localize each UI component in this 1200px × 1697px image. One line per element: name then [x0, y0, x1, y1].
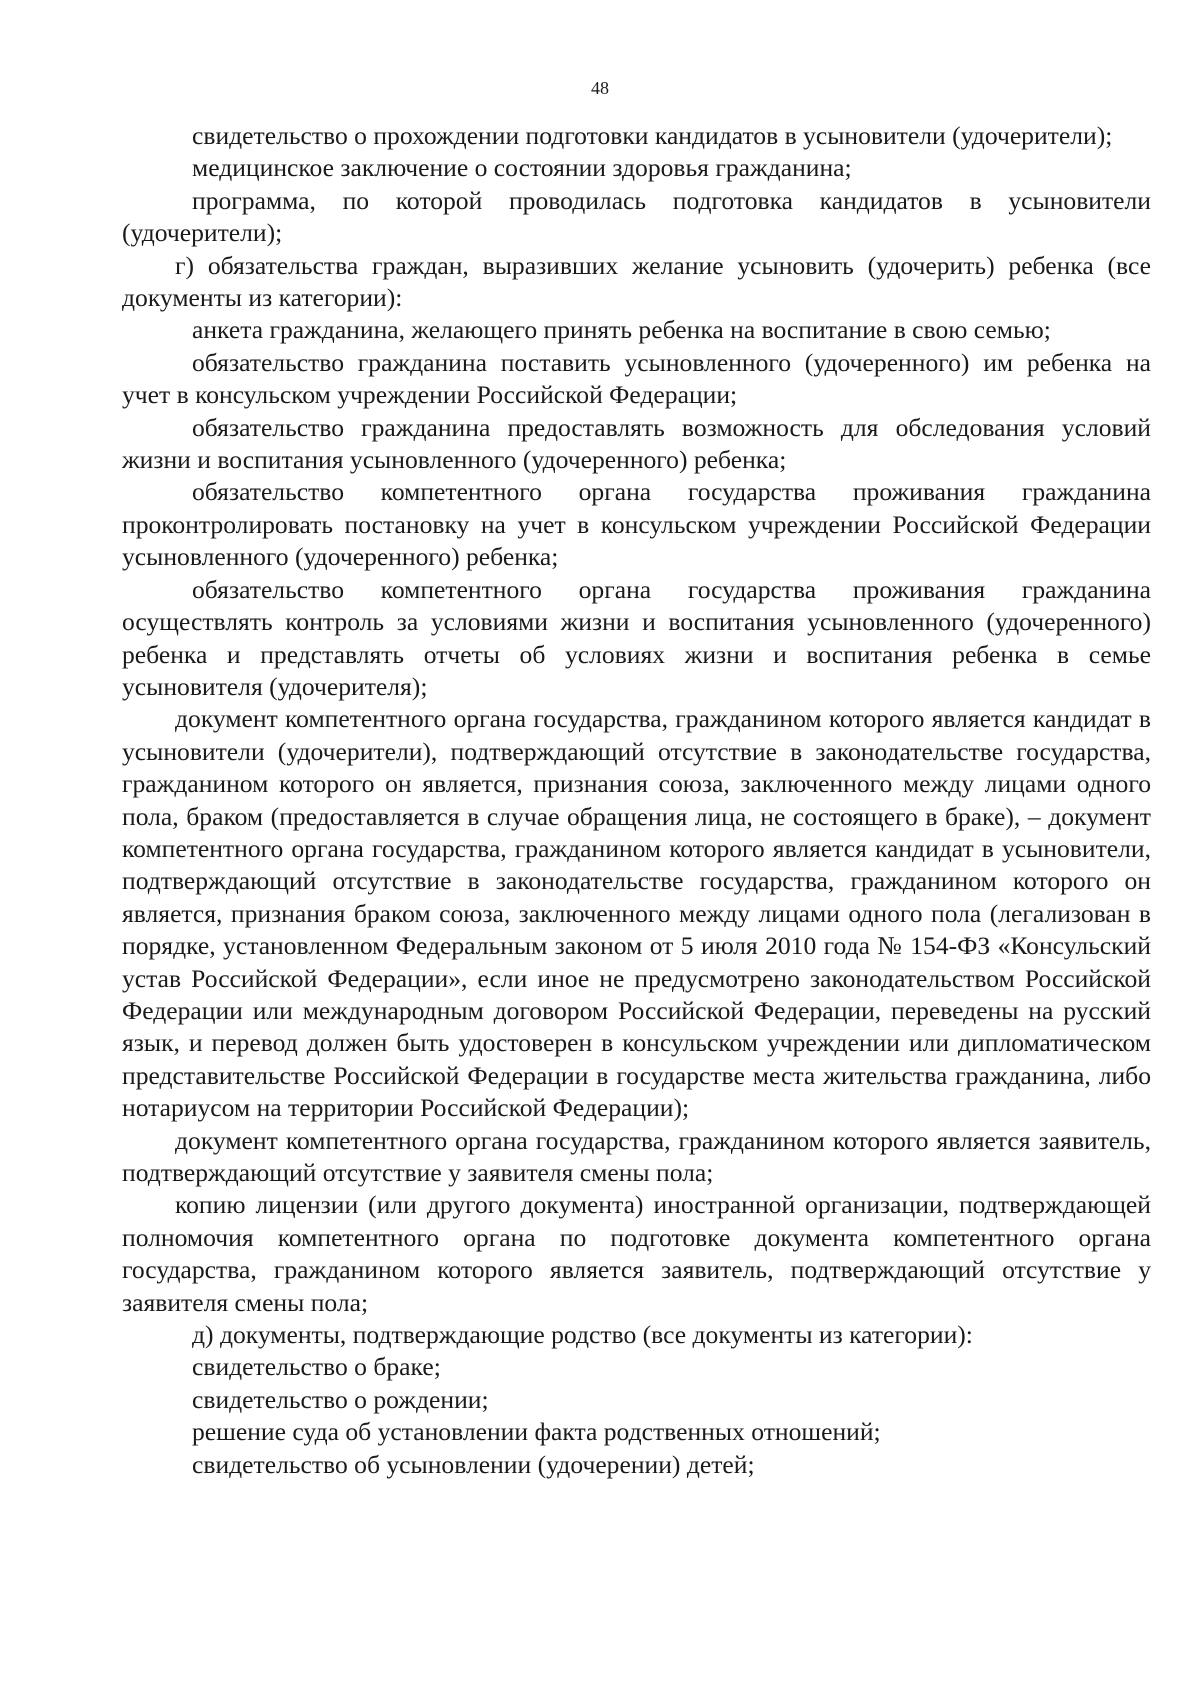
paragraph: программа, по которой проводилась подготовка кандидатов в усыновители (удочерители);: [122, 185, 1151, 248]
paragraph: свидетельство об усыновлении (удочерении) детей;: [192, 1449, 755, 1479]
document-body: [122, 120, 1151, 1481]
paragraph: свидетельство о рождении;: [192, 1384, 489, 1414]
paragraph: медицинское заключение о состоянии здоровья гражданина;: [192, 153, 852, 183]
paragraph: свидетельство о браке;: [192, 1352, 441, 1382]
paragraph: обязательство компетентного органа государства проживания гражданина проконтролировать постановку на учет в консульском учреждении Российской Федерации усыновленного (удочеренного) ребенка;: [122, 477, 1151, 572]
paragraph: документ компетентного органа государства, гражданином которого является кандидат в усыновители (удочерители), подтверждающий отсутствие в законодательстве государства, гражданином которого он является, признания союза, заключенного между лицами одного пола, браком (предоставляется в случае обращения лица, не состоящего в браке), – документ компетентного органа государства, гражданином которого является кандидат в усыновители, подтверждающий отсутствие в законодательстве государства, гражданином которого он является, признания браком союза, заключенного между лицами одного пола (легализован в порядке, установленном Федеральным законом от 5 июля 2010 года № 154-ФЗ «Консульский устав Российской Федерации», если иное не предусмотрено законодательством Российской Федерации или международным договором Российской Федерации, переведены на русский язык, и перевод должен быть удостоверен в консульском учреждении или дипломатическом представительстве Российской Федерации в государстве места жительства гражданина, либо нотариусом на территории Российской Федерации);: [122, 704, 1151, 1123]
paragraph: решение суда об установлении факта родственных отношений;: [192, 1417, 881, 1447]
paragraph: д) документы, подтверждающие родство (все документы из категории):: [192, 1320, 973, 1350]
paragraph: обязательство компетентного органа государства проживания гражданина осуществлять контроль за условиями жизни и воспитания усыновленного (удочеренного) ребенка и представлять отчеты об условиях жизни и воспитания ребенка в семье усыновителя (удочерителя);: [122, 574, 1151, 701]
page-number: 48: [591, 78, 609, 98]
paragraph: г) обязательства граждан, выразивших желание усыновить (удочерить) ребенка (все документы из категории):: [122, 250, 1151, 313]
paragraph: обязательство гражданина поставить усыновленного (удочеренного) им ребенка на учет в консульском учреждении Российской Федерации;: [122, 347, 1151, 410]
paragraph: обязательство гражданина предоставлять возможность для обследования условий жизни и воспитания усыновленного (удочеренного) ребенка;: [122, 412, 1151, 475]
paragraph: анкета гражданина, желающего принять ребенка на воспитание в свою семью;: [192, 315, 1051, 345]
paragraph: свидетельство о прохождении подготовки кандидатов в усыновители (удочерители);: [192, 121, 1113, 150]
paragraph: документ компетентного органа государства, гражданином которого является заявитель, подтверждающий отсутствие у заявителя смены пола;: [122, 1125, 1151, 1187]
paragraph: копию лицензии (или другого документа) иностранной организации, подтверждающей полномочия компетентного органа по подготовке документа компетентного органа государства, гражданином которого является заявитель, подтверждающий отсутствие у заявителя смены пола;: [122, 1190, 1151, 1317]
